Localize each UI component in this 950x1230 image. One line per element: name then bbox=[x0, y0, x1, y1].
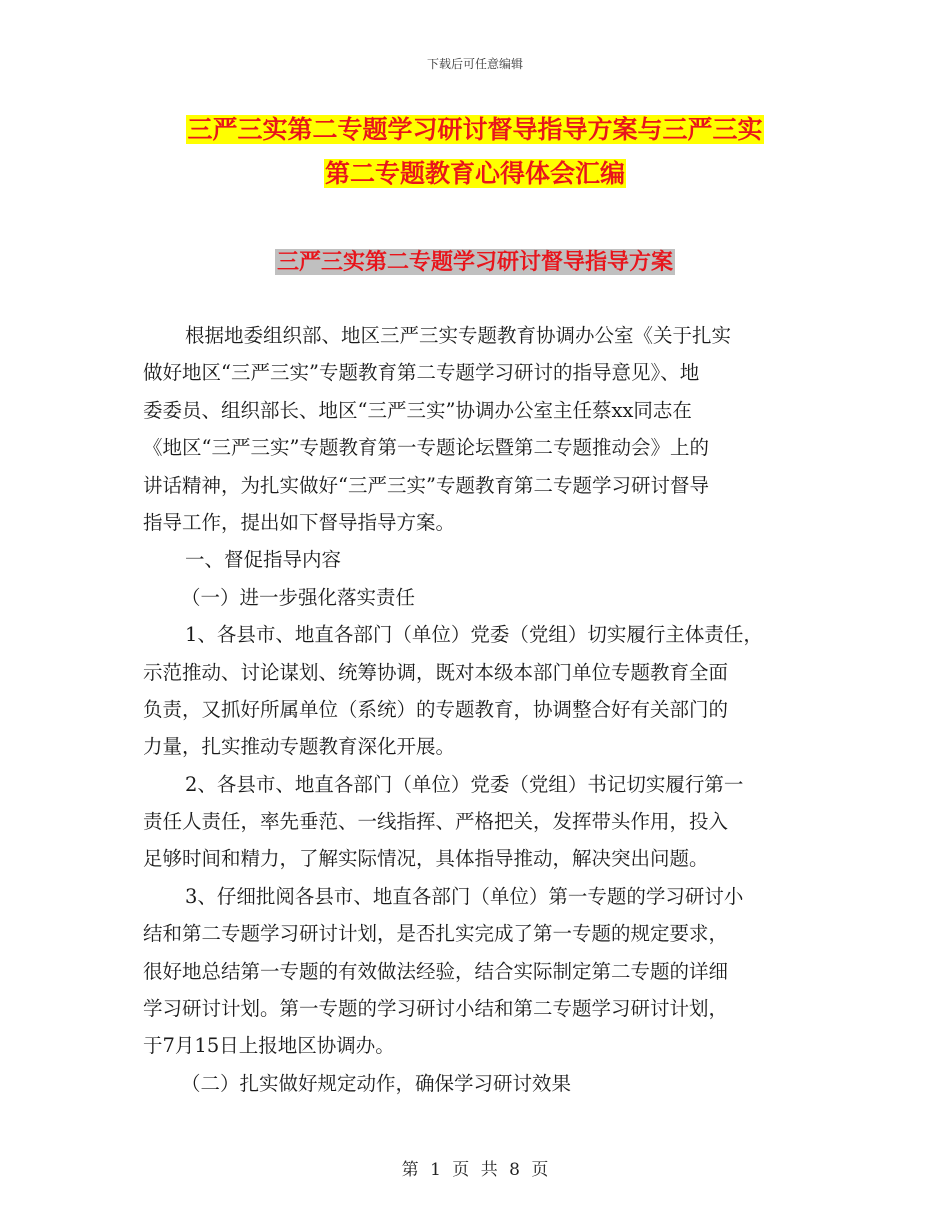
paragraph-line: 责任人责任，率先垂范、一线指挥、严格把关，发挥带头作用，投入 bbox=[143, 810, 729, 834]
document-title-line-1: 三严三实第二专题学习研讨督导指导方案与三严三实 bbox=[187, 115, 763, 144]
paragraph-line: 负责，又抓好所属单位（系统）的专题教育，协调整合好有关部门的 bbox=[143, 697, 729, 721]
paragraph-line: 示范推动、讨论谋划、统筹协调，既对本级本部门单位专题教育全面 bbox=[143, 660, 729, 684]
section-title: 三严三实第二专题学习研讨督导指导方案 bbox=[276, 249, 673, 275]
paragraph-line: 《地区“三严三实”专题教育第一专题论坛暨第二专题推动会》上的 bbox=[143, 436, 709, 460]
paragraph-line: 结和第二专题学习研讨计划，是否扎实完成了第一专题的规定要求， bbox=[143, 922, 729, 946]
paragraph-line: 委委员、组织部长、地区“三严三实”协调办公室主任蔡xx同志在 bbox=[143, 398, 692, 422]
document-title-line-2: 第二专题教育心得体会汇编 bbox=[324, 159, 625, 188]
header-note: 下载后可任意编辑 bbox=[426, 57, 523, 71]
paragraph-line: 做好地区“三严三实”专题教育第二专题学习研讨的指导意见》、地 bbox=[143, 361, 700, 385]
paragraph-line: 很好地总结第一专题的有效做法经验，结合实际制定第二专题的详细 bbox=[143, 959, 729, 983]
paragraph-line: 学习研讨计划。第一专题的学习研讨小结和第二专题学习研讨计划， bbox=[143, 997, 729, 1021]
paragraph-line: 指导工作，提出如下督导指导方案。 bbox=[143, 510, 456, 534]
paragraph-line: 足够时间和精力，了解实际情况，具体指导推动，解决突出问题。 bbox=[143, 847, 709, 871]
paragraph-line: 讲话精神，为扎实做好“三严三实”专题教育第二专题学习研讨督导 bbox=[143, 473, 709, 497]
paragraph-line: 3、仔细批阅各县市、地直各部门（单位）第一专题的学习研讨小 bbox=[185, 884, 744, 908]
subsection-heading: （二）扎实做好规定动作，确保学习研讨效果 bbox=[181, 1071, 572, 1095]
body-text bbox=[143, 317, 803, 1102]
paragraph-line: 1、各县市、地直各部门（单位）党委（党组）切实履行主体责任， bbox=[185, 623, 763, 647]
section-heading: 一、督促指导内容 bbox=[185, 548, 342, 572]
paragraph-line: 2、各县市、地直各部门（单位）党委（党组）书记切实履行第一 bbox=[185, 772, 744, 796]
paragraph-line: 力量，扎实推动专题教育深化开展。 bbox=[143, 735, 456, 759]
paragraph-line: 于7月15日上报地区协调办。 bbox=[143, 1034, 395, 1058]
subsection-heading: （一）进一步强化落实责任 bbox=[181, 585, 416, 609]
paragraph-line: 根据地委组织部、地区三严三实专题教育协调办公室《关于扎实 bbox=[185, 324, 732, 347]
page-footer: 第 1 页 共 8 页 bbox=[401, 1160, 549, 1180]
